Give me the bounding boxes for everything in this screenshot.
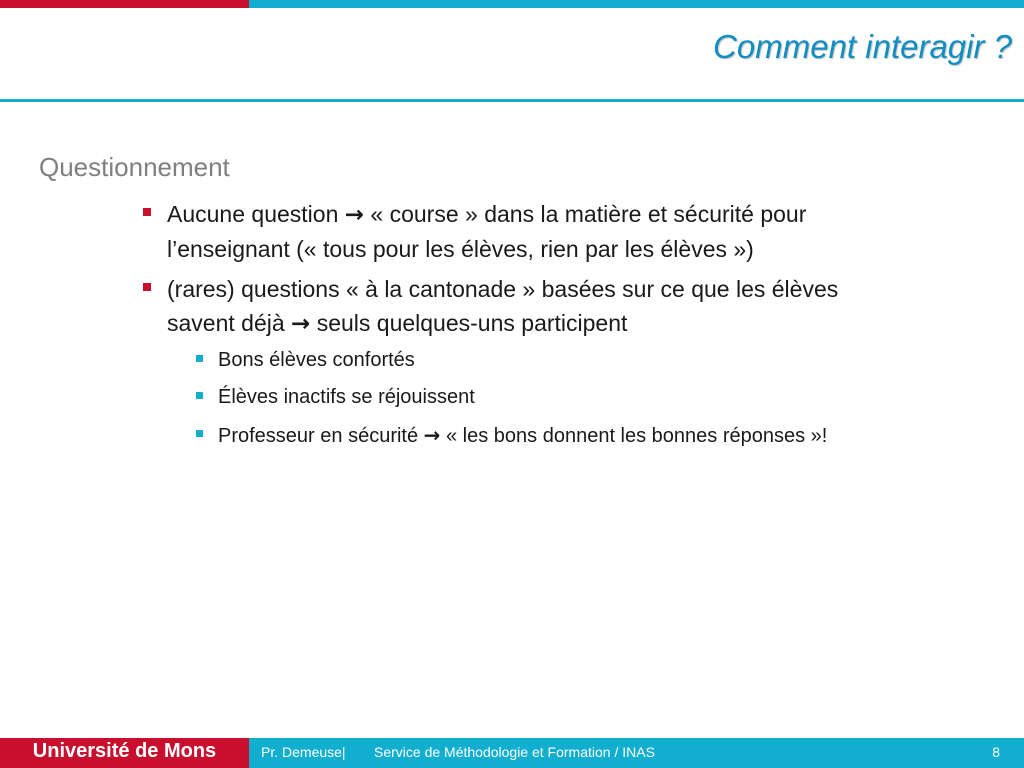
university-logo: Université de Mons [32, 740, 217, 762]
sub-bullet-item-3-text-a: Professeur en sécurité [218, 425, 424, 447]
red-square-bullet-icon [143, 283, 151, 291]
slide-title: Comment interagir ? [713, 28, 1012, 65]
bullet-item-2 [167, 272, 927, 341]
sub-bullet-item-2-text: Élèves inactifs se réjouissent [218, 386, 475, 408]
bullet-item-2-text-a: savent déjà [167, 310, 292, 336]
sub-bullet-item-3 [218, 421, 998, 450]
section-heading: Questionnement [39, 152, 230, 182]
footer-author: Pr. Demeuse| [261, 744, 346, 760]
bullet-item-1-line-1 [167, 197, 927, 232]
cyan-square-bullet-icon [196, 430, 203, 437]
cyan-square-bullet-icon [196, 355, 203, 362]
cyan-square-bullet-icon [196, 392, 203, 399]
top-accent-bar-cyan [249, 0, 1024, 8]
sub-bullet-item-3-text-b: « les bons donnent les bonnes réponses »! [440, 425, 828, 447]
top-accent-bar-red [0, 0, 249, 8]
right-arrow-icon: → [344, 202, 365, 228]
bullet-item-1-line-2: l’enseignant (« tous pour les élèves, rien par les élèves ») [167, 236, 754, 262]
footer-service: Service de Méthodologie et Formation / INAS [374, 744, 655, 760]
bullet-item-1-text-a: Aucune question [167, 201, 345, 227]
sub-bullet-item-1 [218, 346, 998, 374]
bullet-item-2-text-b: seuls quelques-uns participent [310, 310, 628, 336]
bullet-item-1-text-b: « course » dans la matière et sécurité pour [364, 201, 807, 227]
page-number: 8 [992, 744, 1000, 760]
sub-bullet-item-1-text: Bons élèves confortés [218, 349, 415, 371]
red-square-bullet-icon [143, 208, 151, 216]
bullet-item-2-line-2 [167, 306, 927, 341]
bullet-item-1 [167, 197, 927, 266]
right-arrow-icon: → [423, 423, 441, 447]
title-divider [0, 99, 1024, 102]
right-arrow-icon: → [291, 311, 311, 337]
sub-bullet-item-2 [218, 383, 998, 411]
bullet-item-2-line-1: (rares) questions « à la cantonade » basées sur ce que les élèves [167, 276, 839, 302]
